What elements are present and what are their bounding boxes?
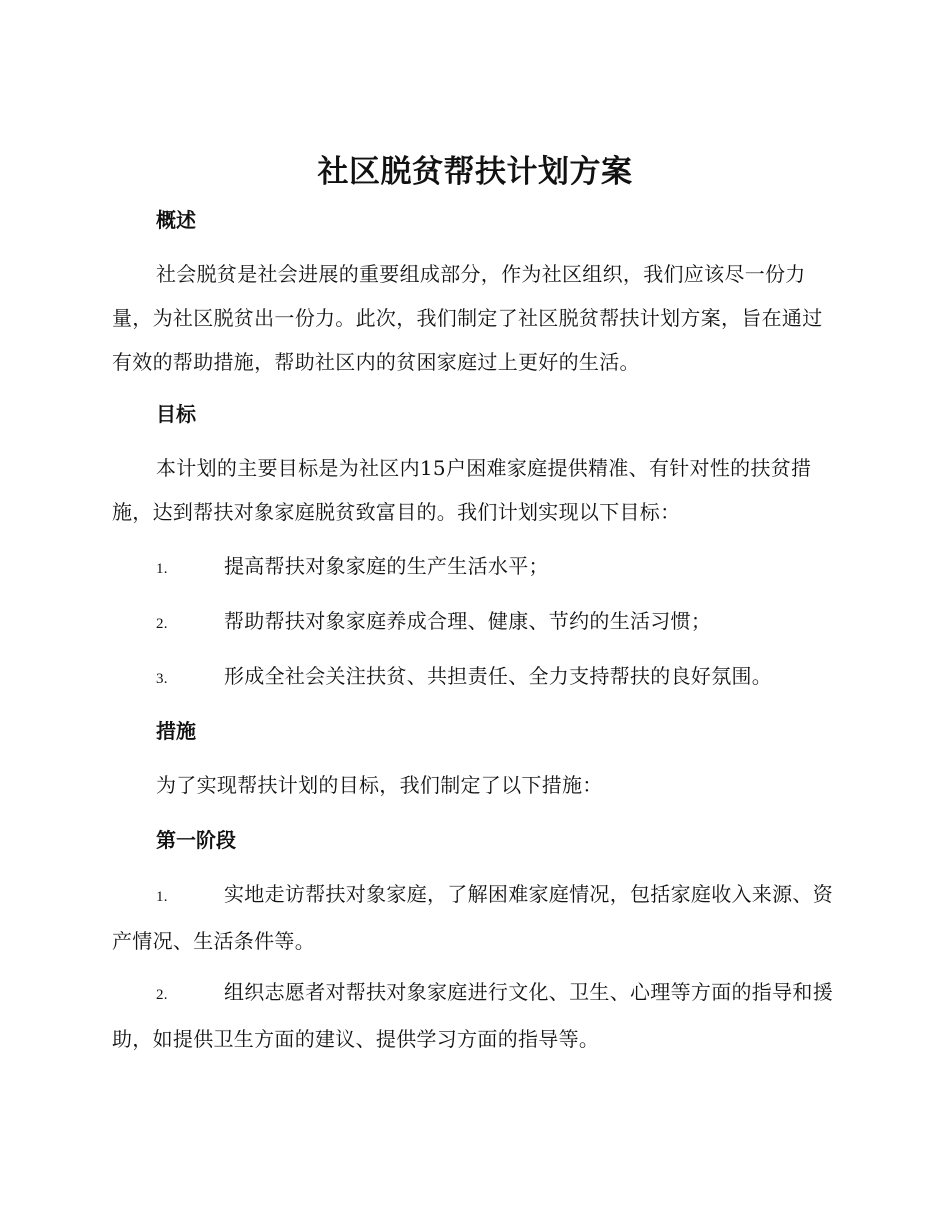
measures-paragraph: 为了实现帮扶计划的目标，我们制定了以下措施： [156,773,603,797]
list-text: 提高帮扶对象家庭的生产生活水平； [224,554,549,578]
list-text: 组织志愿者对帮扶对象家庭进行文化、卫生、心理等方面的指导和援助，如提供卫生方面的建议、提供学习方面的指导等。 [112,980,833,1051]
list-number: 2. [156,616,168,632]
section-heading-goals: 目标 [156,402,196,426]
goals-paragraph: 本计划的主要目标是为社区内15户困难家庭提供精准、有针对性的扶贫措施，达到帮扶对象家庭脱贫致富目的。我们计划实现以下目标： [112,456,812,524]
list-number: 3. [156,671,168,687]
section-heading-phase-one: 第一阶段 [156,828,236,852]
phase-one-list-item [112,970,842,1061]
list-text: 实地走访帮扶对象家庭，了解困难家庭情况，包括家庭收入来源、资产情况、生活条件等。 [112,882,833,953]
section-heading-measures: 措施 [156,719,196,743]
document-title: 社区脱贫帮扶计划方案 [317,154,633,190]
list-number: 1. [156,561,168,577]
overview-paragraph: 社会脱贫是社会进展的重要组成部分，作为社区组织，我们应该尽一份力量，为社区脱贫出一份力。此次，我们制定了社区脱贫帮扶计划方案，旨在通过有效的帮助措施，帮助社区内的贫困家庭过上更好的生活。 [112,262,823,374]
list-text: 形成全社会关注扶贫、共担责任、全力支持帮扶的良好氛围。 [224,664,773,688]
goal-list-item [112,654,842,701]
goal-list-item [112,544,842,591]
list-number: 2. [156,987,168,1003]
phase-one-list-item [112,872,842,963]
list-number: 1. [156,889,168,905]
goal-list-item [112,599,842,646]
section-heading-overview: 概述 [156,208,196,232]
list-text: 帮助帮扶对象家庭养成合理、健康、节约的生活习惯； [224,609,712,633]
